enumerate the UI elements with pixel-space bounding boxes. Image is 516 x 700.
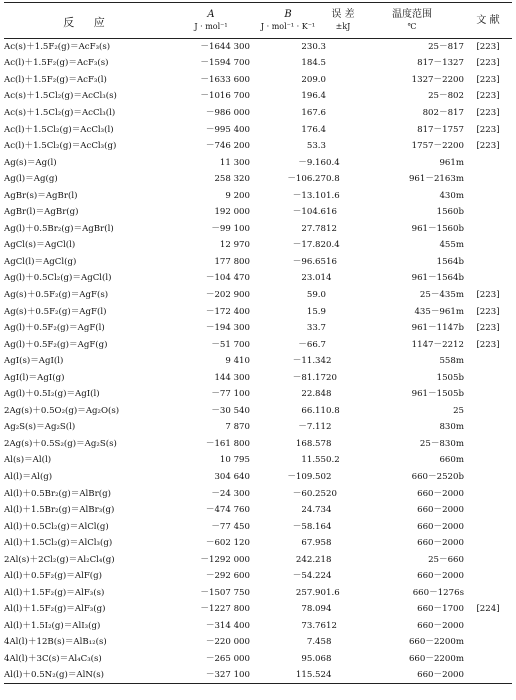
a-value-cell: 192 000 bbox=[214, 207, 250, 218]
b-value-cell: －54.22 bbox=[292, 571, 326, 582]
reaction-cell: AgCl(l)＝AgCl(g) bbox=[4, 256, 77, 267]
error-cell: 8 bbox=[326, 654, 332, 664]
reaction-cell: Ac(l)＋1.5F₂(g)＝AcF₃(l) bbox=[4, 74, 107, 85]
reference-cell: [223] bbox=[476, 124, 500, 135]
b-value-cell: 257.90 bbox=[295, 587, 326, 598]
reference-cell bbox=[464, 270, 512, 287]
reference-cell bbox=[464, 171, 512, 188]
b-value-cell: 15.9 bbox=[306, 306, 326, 317]
error-cell: 4 bbox=[326, 273, 332, 284]
reaction-cell: 4Al(l)＋12B(s)＝AlB₁₂(s) bbox=[4, 637, 107, 648]
b-value-cell: －9.16 bbox=[298, 157, 326, 168]
temperature-range-cell: 660－2000 bbox=[417, 488, 464, 499]
b-value-cell: 176.4 bbox=[301, 124, 326, 135]
a-value-cell: 144 300 bbox=[214, 372, 250, 383]
temperature-range-cell: 25－802 bbox=[428, 91, 464, 102]
b-value-cell: －106.27 bbox=[287, 174, 326, 185]
temperature-range-cell: 660－2520b bbox=[411, 471, 464, 482]
b-value-cell: 7.45 bbox=[306, 637, 326, 648]
temperature-range-cell: 660m bbox=[439, 455, 464, 466]
error-cell: 1.6 bbox=[326, 190, 340, 201]
table-row bbox=[4, 39, 512, 56]
b-value-cell: －7.11 bbox=[298, 422, 326, 433]
b-value-cell: 11.55 bbox=[301, 455, 326, 466]
table-row bbox=[4, 237, 512, 254]
error-cell bbox=[326, 287, 360, 304]
header-reaction-label: 反 应 bbox=[63, 16, 113, 29]
temperature-range-cell: 660－2000 bbox=[417, 571, 464, 582]
reference-cell bbox=[464, 502, 512, 519]
reaction-cell: Ac(l)＋1.5Cl₂(g)＝AcCl₃(l) bbox=[4, 124, 114, 135]
a-value-cell: －161 800 bbox=[205, 438, 250, 449]
reference-cell: [224] bbox=[476, 604, 500, 615]
reaction-cell: Al(l)＋0.5Cl₂(g)＝AlCl(g) bbox=[4, 521, 109, 532]
temperature-range-cell: 25－435m bbox=[419, 289, 464, 300]
table-row bbox=[4, 121, 512, 138]
reaction-cell: AgCl(s)＝AgCl(l) bbox=[4, 240, 76, 251]
reference-cell: [223] bbox=[476, 141, 500, 152]
header-b bbox=[250, 3, 326, 39]
reaction-cell: Ag(s)＝Ag(l) bbox=[4, 157, 57, 168]
reference-cell bbox=[464, 403, 512, 420]
a-value-cell: －474 760 bbox=[205, 505, 250, 516]
a-value-cell: －220 000 bbox=[205, 637, 250, 648]
header-reference bbox=[464, 3, 512, 39]
temperature-range-cell: 660－1700 bbox=[417, 604, 464, 615]
table-row bbox=[4, 154, 512, 171]
table-row bbox=[4, 254, 512, 271]
b-value-cell: 115.52 bbox=[295, 670, 326, 681]
table-row bbox=[4, 353, 512, 370]
temperature-range-cell: 660－2200m bbox=[408, 637, 464, 648]
reference-cell bbox=[464, 651, 512, 668]
temperature-range-cell: 455m bbox=[439, 240, 464, 251]
a-value-cell: －77 450 bbox=[211, 521, 250, 532]
reaction-cell: AgI(l)＝AgI(g) bbox=[4, 372, 65, 383]
reaction-cell: Ag₂S(s)＝Ag₂S(l) bbox=[4, 422, 76, 433]
table-row bbox=[4, 221, 512, 238]
temperature-range-cell: 961－2163m bbox=[408, 174, 464, 185]
header-a-unit: J · mol⁻¹ bbox=[194, 22, 228, 31]
a-value-cell: －746 200 bbox=[205, 141, 250, 152]
temperature-range-cell: 660－2000 bbox=[417, 620, 464, 631]
a-value-cell: －1594 700 bbox=[200, 58, 250, 69]
header-a-symbol: A bbox=[207, 9, 215, 20]
reference-cell bbox=[464, 187, 512, 204]
error-cell: 8 bbox=[326, 389, 332, 400]
error-cell: 2 bbox=[326, 422, 332, 433]
temperature-range-cell: 660－1276s bbox=[412, 587, 464, 598]
header-b-unit: J · mol⁻¹ · K⁻¹ bbox=[260, 22, 316, 31]
error-cell bbox=[326, 55, 360, 72]
table-row bbox=[4, 651, 512, 668]
reaction-cell: AgBr(s)＝AgBr(l) bbox=[4, 190, 78, 201]
temperature-range-cell: 430m bbox=[439, 190, 464, 201]
temperature-range-cell: 435－961m bbox=[414, 306, 464, 317]
b-value-cell: 27.78 bbox=[301, 223, 326, 234]
reference-cell bbox=[464, 254, 512, 271]
reaction-cell: Al(l)＝Al(g) bbox=[4, 471, 53, 482]
table-header bbox=[4, 3, 512, 39]
reaction-cell: Ac(s)＋1.5Cl₂(g)＝AcCl₃(l) bbox=[4, 107, 116, 118]
a-value-cell: －172 400 bbox=[205, 306, 250, 317]
reference-cell: [223] bbox=[476, 339, 500, 350]
reference-cell bbox=[464, 386, 512, 403]
error-cell: 4 bbox=[326, 505, 332, 516]
a-value-cell: －99 100 bbox=[211, 223, 250, 234]
a-value-cell: 12 970 bbox=[219, 240, 250, 251]
error-cell: 20 bbox=[326, 488, 337, 499]
b-value-cell: 78.09 bbox=[301, 604, 326, 615]
error-cell bbox=[326, 39, 360, 56]
a-value-cell: 258 320 bbox=[214, 174, 250, 185]
a-value-cell: －327 100 bbox=[205, 670, 250, 681]
b-value-cell: 168.57 bbox=[295, 438, 326, 449]
temperature-range-cell: 25－817 bbox=[428, 42, 464, 53]
a-value-cell: －24 300 bbox=[211, 488, 250, 499]
table-row bbox=[4, 419, 512, 436]
table-row bbox=[4, 270, 512, 287]
reaction-cell: Ag(l)＋0.5Br₂(g)＝AgBr(l) bbox=[4, 223, 114, 234]
error-cell: 0.2 bbox=[326, 455, 340, 466]
temperature-range-cell: 961－1560b bbox=[411, 223, 464, 234]
error-cell bbox=[326, 105, 360, 122]
a-value-cell: －1292 000 bbox=[200, 554, 250, 565]
a-value-cell: －1644 300 bbox=[200, 42, 250, 53]
error-cell: 2 bbox=[326, 471, 332, 482]
a-value-cell: 304 640 bbox=[214, 471, 250, 482]
a-value-cell: －51 700 bbox=[211, 339, 250, 350]
reference-cell bbox=[464, 154, 512, 171]
reference-cell: [223] bbox=[476, 74, 500, 85]
reaction-cell: Al(l)＋0.5F₂(g)＝AlF(g) bbox=[4, 571, 103, 582]
table-row bbox=[4, 386, 512, 403]
temperature-range-cell: 802－817 bbox=[422, 107, 464, 118]
error-cell: 4 bbox=[326, 571, 332, 582]
table-row bbox=[4, 287, 512, 304]
b-value-cell: 24.73 bbox=[301, 505, 326, 516]
reaction-cell: Al(l)＋1.5Br₂(g)＝AlBr₃(g) bbox=[4, 505, 115, 516]
table-row bbox=[4, 138, 512, 155]
table-row bbox=[4, 618, 512, 635]
reference-cell bbox=[464, 452, 512, 469]
a-value-cell: －194 300 bbox=[205, 323, 250, 334]
header-reference-label: 文 献 bbox=[476, 14, 500, 26]
a-value-cell: －986 000 bbox=[205, 107, 250, 118]
a-value-cell: －292 600 bbox=[205, 571, 250, 582]
table-row bbox=[4, 105, 512, 122]
table-row bbox=[4, 634, 512, 651]
temperature-range-cell: 961－1147b bbox=[411, 323, 464, 334]
reference-cell bbox=[464, 353, 512, 370]
b-value-cell: 53.3 bbox=[306, 141, 326, 152]
reference-cell: [223] bbox=[476, 42, 500, 53]
reference-cell bbox=[464, 369, 512, 386]
temperature-range-cell: 558m bbox=[439, 356, 464, 367]
reference-cell bbox=[464, 634, 512, 651]
a-value-cell: －30 540 bbox=[211, 405, 250, 416]
a-value-cell: －1633 600 bbox=[200, 74, 250, 85]
temperature-range-cell: 1505b bbox=[436, 372, 464, 383]
error-cell bbox=[326, 138, 360, 155]
temperature-range-cell: 660－2000 bbox=[417, 538, 464, 549]
temperature-range-cell: 1147－2212 bbox=[411, 339, 464, 350]
reaction-cell: Ac(l)＋1.5Cl₂(g)＝AcCl₃(g) bbox=[4, 141, 117, 152]
temperature-range-cell: 817－1327 bbox=[417, 58, 464, 69]
temperature-range-cell: 1564b bbox=[436, 256, 464, 267]
error-cell: 8 bbox=[326, 538, 332, 549]
table-row bbox=[4, 403, 512, 420]
reaction-cell: 2Ag(s)＋0.5S₂(g)＝Ag₂S(s) bbox=[4, 438, 117, 449]
header-error-title: 误 差 bbox=[331, 9, 355, 20]
b-value-cell: 184.5 bbox=[301, 58, 326, 69]
b-value-cell: 242.21 bbox=[295, 554, 326, 565]
error-cell bbox=[326, 72, 360, 89]
reaction-cell: Ag(l)＋0.5F₂(g)＝AgF(l) bbox=[4, 323, 105, 334]
reaction-cell: Ag(s)＋0.5F₂(g)＝AgF(l) bbox=[4, 306, 107, 317]
b-value-cell: 73.76 bbox=[301, 620, 326, 631]
table-row bbox=[4, 601, 512, 618]
temperature-range-cell: 1560b bbox=[436, 207, 464, 218]
a-value-cell: 9 410 bbox=[225, 356, 250, 367]
temperature-range-cell: 830m bbox=[439, 422, 464, 433]
temperature-range-cell: 961－1564b bbox=[411, 273, 464, 284]
error-cell bbox=[326, 88, 360, 105]
reference-cell: [223] bbox=[476, 107, 500, 118]
table-row bbox=[4, 535, 512, 552]
reference-cell bbox=[464, 237, 512, 254]
error-cell bbox=[326, 303, 360, 320]
reaction-cell: Al(l)＋0.5Br₂(g)＝AlBr(g) bbox=[4, 488, 111, 499]
b-value-cell: －13.10 bbox=[292, 190, 326, 201]
table-row bbox=[4, 369, 512, 386]
temperature-range-cell: 1757－2200 bbox=[411, 141, 464, 152]
reference-cell bbox=[464, 204, 512, 221]
table-row bbox=[4, 55, 512, 72]
temperature-range-cell: 25 bbox=[453, 405, 464, 416]
error-cell bbox=[326, 121, 360, 138]
reference-cell bbox=[464, 551, 512, 568]
reference-cell: [223] bbox=[476, 91, 500, 102]
temperature-range-cell: 660－2000 bbox=[417, 670, 464, 681]
header-temperature-title: 温度范围 bbox=[392, 9, 432, 20]
reference-cell: [223] bbox=[476, 323, 500, 334]
reference-cell: [223] bbox=[476, 58, 500, 69]
table-row bbox=[4, 72, 512, 89]
table-row bbox=[4, 502, 512, 519]
b-value-cell: 67.95 bbox=[301, 538, 326, 549]
b-value-cell: 167.6 bbox=[301, 107, 326, 118]
reaction-cell: Ag(l)＋0.5Cl₂(g)＝AgCl(l) bbox=[4, 273, 112, 284]
table-row bbox=[4, 88, 512, 105]
error-cell: 16 bbox=[326, 256, 337, 267]
reaction-cell: Al(l)＋1.5Cl₂(g)＝AlCl₃(g) bbox=[4, 538, 113, 549]
b-value-cell: 196.4 bbox=[301, 91, 326, 102]
b-value-cell: －81.17 bbox=[292, 372, 326, 383]
reference-cell bbox=[464, 419, 512, 436]
table-row bbox=[4, 171, 512, 188]
error-cell: 0.8 bbox=[326, 405, 340, 416]
reaction-cell: Al(s)＝Al(l) bbox=[4, 455, 52, 466]
reference-cell bbox=[464, 436, 512, 453]
reference-cell bbox=[464, 469, 512, 486]
reaction-cell: Ac(s)＋1.5F₂(g)＝AcF₃(s) bbox=[4, 42, 111, 53]
a-value-cell: 177 800 bbox=[214, 256, 250, 267]
error-cell: 8 bbox=[326, 438, 332, 449]
reaction-cell: Ac(s)＋1.5Cl₂(g)＝AcCl₃(s) bbox=[4, 91, 117, 102]
error-cell: 12 bbox=[326, 620, 337, 631]
reference-cell bbox=[464, 667, 512, 684]
temperature-range-cell: 660－2000 bbox=[417, 505, 464, 516]
a-value-cell: －1016 700 bbox=[200, 91, 250, 102]
b-value-cell: 59.0 bbox=[306, 289, 326, 300]
reaction-cell: Ag(l)＝Ag(g) bbox=[4, 174, 58, 185]
a-value-cell: －202 900 bbox=[205, 289, 250, 300]
reaction-cell: Ag(s)＋0.5F₂(g)＝AgF(s) bbox=[4, 289, 109, 300]
table-row bbox=[4, 204, 512, 221]
error-cell: 0.4 bbox=[326, 157, 340, 168]
error-cell: 12 bbox=[326, 223, 337, 234]
a-value-cell: －314 400 bbox=[205, 620, 250, 631]
temperature-range-cell: 660－2000 bbox=[417, 521, 464, 532]
header-temperature bbox=[360, 3, 464, 39]
table-body bbox=[4, 39, 512, 684]
error-cell: 16 bbox=[326, 207, 337, 218]
b-value-cell: 33.7 bbox=[306, 323, 326, 334]
reaction-cell: 4Al(l)＋3C(s)＝Al₄C₃(s) bbox=[4, 654, 102, 664]
a-value-cell: －1227 800 bbox=[200, 604, 250, 615]
table-row bbox=[4, 469, 512, 486]
table-row bbox=[4, 187, 512, 204]
reference-cell bbox=[464, 585, 512, 602]
b-value-cell: 22.84 bbox=[301, 389, 326, 400]
reaction-cell: 2Ag(s)＋0.5O₂(g)＝Ag₂O(s) bbox=[4, 405, 120, 416]
a-value-cell: －1507 750 bbox=[200, 587, 250, 598]
error-cell: 1.6 bbox=[326, 587, 340, 598]
error-cell: 8 bbox=[326, 554, 332, 565]
reaction-cell: Al(l)＋1.5F₂(g)＝AlF₃(s) bbox=[4, 587, 105, 598]
reaction-cell: AgI(s)＝AgI(l) bbox=[4, 356, 64, 367]
table-row bbox=[4, 551, 512, 568]
error-cell: 0.8 bbox=[326, 174, 340, 185]
table-row bbox=[4, 320, 512, 337]
reaction-cell: Ac(l)＋1.5F₂(g)＝AcF₃(s) bbox=[4, 58, 109, 69]
a-value-cell: 10 795 bbox=[219, 455, 250, 466]
temperature-range-cell: 25－660 bbox=[428, 554, 464, 565]
table-row bbox=[4, 667, 512, 684]
reaction-cell: Al(l)＋0.5N₂(g)＝AlN(s) bbox=[4, 670, 105, 681]
a-value-cell: －77 100 bbox=[211, 389, 250, 400]
reaction-cell: Al(l)＋1.5F₂(g)＝AlF₃(g) bbox=[4, 604, 106, 615]
b-value-cell: －109.50 bbox=[287, 471, 326, 482]
reference-cell bbox=[464, 618, 512, 635]
table-row bbox=[4, 585, 512, 602]
reference-cell bbox=[464, 518, 512, 535]
temperature-range-cell: 660－2200m bbox=[408, 654, 464, 664]
reaction-cell: Ag(l)＋0.5F₂(g)＝AgF(g) bbox=[4, 339, 108, 350]
table-row bbox=[4, 303, 512, 320]
a-value-cell: 7 870 bbox=[225, 422, 250, 433]
reference-cell: [223] bbox=[476, 306, 500, 317]
reaction-cell: Ag(l)＋0.5I₂(g)＝AgI(l) bbox=[4, 389, 100, 400]
thermo-data-table bbox=[4, 2, 512, 684]
header-temperature-unit: ℃ bbox=[407, 22, 417, 31]
reference-cell bbox=[464, 485, 512, 502]
header-error bbox=[326, 3, 360, 39]
reaction-cell: AgBr(l)＝AgBr(g) bbox=[4, 207, 79, 218]
b-value-cell: 66.11 bbox=[301, 405, 326, 416]
b-value-cell: 209.0 bbox=[301, 74, 326, 85]
table-row bbox=[4, 518, 512, 535]
a-value-cell: －265 000 bbox=[205, 654, 250, 664]
error-cell bbox=[326, 336, 360, 353]
table-row bbox=[4, 485, 512, 502]
table-row bbox=[4, 452, 512, 469]
b-value-cell: 23.01 bbox=[301, 273, 326, 284]
error-cell: 4 bbox=[326, 521, 332, 532]
reference-cell bbox=[464, 221, 512, 238]
a-value-cell: －104 470 bbox=[205, 273, 250, 284]
error-cell: 20 bbox=[326, 372, 337, 383]
b-value-cell: －96.65 bbox=[292, 256, 326, 267]
table-row bbox=[4, 436, 512, 453]
header-row bbox=[4, 3, 512, 39]
header-reaction bbox=[4, 3, 172, 39]
b-value-cell: －66.7 bbox=[298, 339, 326, 350]
b-value-cell: －11.34 bbox=[292, 356, 326, 367]
temperature-range-cell: 961－1505b bbox=[411, 389, 464, 400]
b-value-cell: －60.25 bbox=[292, 488, 326, 499]
header-b-symbol: B bbox=[284, 9, 292, 20]
reference-cell bbox=[464, 568, 512, 585]
temperature-range-cell: 25－830m bbox=[419, 438, 464, 449]
a-value-cell: －602 120 bbox=[205, 538, 250, 549]
b-value-cell: －104.6 bbox=[292, 207, 326, 218]
error-cell bbox=[326, 320, 360, 337]
reaction-cell: Al(l)＋1.5I₂(g)＝AlI₃(g) bbox=[4, 620, 101, 631]
b-value-cell: －17.82 bbox=[292, 240, 326, 251]
b-value-cell: －58.16 bbox=[292, 521, 326, 532]
error-cell: 2 bbox=[326, 356, 332, 367]
temperature-range-cell: 961m bbox=[439, 157, 464, 168]
a-value-cell: －995 400 bbox=[205, 124, 250, 135]
reference-cell bbox=[464, 535, 512, 552]
a-value-cell: 11 300 bbox=[219, 157, 250, 168]
reaction-cell: 2Al(s)＋2Cl₂(g)＝Al₂Cl₄(g) bbox=[4, 554, 115, 565]
table-row bbox=[4, 336, 512, 353]
reference-cell: [223] bbox=[476, 289, 500, 300]
header-error-unit: ±kJ bbox=[335, 22, 351, 31]
a-value-cell: 9 200 bbox=[225, 190, 250, 201]
error-cell: 0.4 bbox=[326, 240, 340, 251]
b-value-cell: 95.06 bbox=[301, 654, 326, 664]
error-cell: 4 bbox=[326, 670, 332, 681]
temperature-range-cell: 1327－2200 bbox=[411, 74, 464, 85]
b-value-cell: 230.3 bbox=[301, 42, 326, 53]
temperature-range-cell: 817－1757 bbox=[417, 124, 464, 135]
error-cell: 4 bbox=[326, 604, 332, 615]
header-a bbox=[172, 3, 250, 39]
table-row bbox=[4, 568, 512, 585]
error-cell: 8 bbox=[326, 637, 332, 648]
